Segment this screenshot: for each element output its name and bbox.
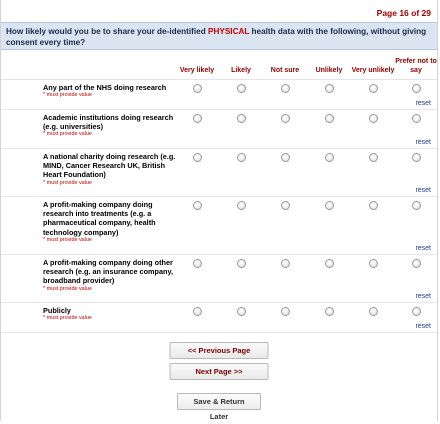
radio-likely[interactable] (237, 114, 246, 123)
radio-very-likely[interactable] (193, 84, 202, 93)
radio-not-sure[interactable] (281, 259, 290, 268)
matrix-row-profit-treatments (1, 197, 437, 255)
radio-unlikely[interactable] (325, 114, 334, 123)
column-header-not-sure: Not sure (270, 66, 300, 74)
column-header-unlikely: Unlikely (315, 66, 343, 74)
row-label (43, 200, 181, 244)
radio-prefer-not-to-say[interactable] (412, 153, 421, 162)
reset-link[interactable]: reset (415, 245, 431, 252)
radio-prefer-not-to-say[interactable] (412, 114, 421, 123)
row-label (43, 113, 181, 138)
question-text-end: health data with the following, without giving consent every time? (6, 27, 427, 47)
radio-very-likely[interactable] (193, 259, 202, 268)
radio-not-sure[interactable] (281, 153, 290, 162)
radio-not-sure[interactable] (281, 201, 290, 210)
row-label-text: Academic institutions doing research (e.g. universities) (43, 113, 174, 132)
row-label-text: A profit-making company doing other research (e.g. an insurance company, broadband provider) (43, 258, 174, 286)
radio-prefer-not-to-say[interactable] (412, 307, 421, 316)
required-note: * must provide value (43, 92, 92, 99)
reset-link[interactable]: reset (415, 139, 431, 146)
radio-very-likely[interactable] (193, 114, 202, 123)
radio-unlikely[interactable] (325, 307, 334, 316)
radio-very-likely[interactable] (193, 307, 202, 316)
row-label-text: Any part of the NHS doing research (43, 83, 167, 92)
matrix-row-profit-other (1, 255, 437, 303)
matrix-row-publicly (1, 303, 437, 333)
row-label-text: A profit-making company doing research into treatments (e.g. a pharmaceutical company, health technology company) (43, 200, 156, 237)
row-label (43, 152, 181, 187)
radio-likely[interactable] (237, 84, 246, 93)
row-label (43, 83, 181, 99)
next-page-button[interactable]: Next Page >> (170, 363, 269, 380)
required-note: * must provide value (43, 236, 92, 243)
matrix-header (1, 50, 437, 80)
radio-very-likely[interactable] (193, 201, 202, 210)
reset-link[interactable]: reset (415, 187, 431, 194)
matrix-row-academic (1, 110, 437, 149)
matrix-row-charity (1, 149, 437, 197)
column-header-prefer-not-to-say: Prefer not to say (395, 58, 437, 74)
save-and-return-later-button[interactable]: Save & Return Later (177, 393, 261, 410)
radio-prefer-not-to-say[interactable] (412, 201, 421, 210)
radio-very-unlikely[interactable] (369, 307, 378, 316)
page-indicator: Page 16 of 29 (376, 8, 431, 18)
column-header-likely: Likely (231, 66, 251, 74)
radio-unlikely[interactable] (325, 259, 334, 268)
reset-link[interactable]: reset (415, 100, 431, 107)
question-text (1, 22, 437, 50)
radio-very-unlikely[interactable] (369, 153, 378, 162)
column-header-very-unlikely: Very unlikely (351, 66, 395, 74)
radio-very-likely[interactable] (193, 153, 202, 162)
previous-page-button[interactable]: << Previous Page (170, 342, 269, 359)
radio-not-sure[interactable] (281, 307, 290, 316)
radio-unlikely[interactable] (325, 84, 334, 93)
column-header-very-likely: Very likely (179, 66, 215, 74)
radio-very-unlikely[interactable] (369, 114, 378, 123)
required-note: * must provide value (43, 285, 92, 292)
radio-prefer-not-to-say[interactable] (412, 259, 421, 268)
row-label-text: Publicly (43, 306, 71, 315)
row-label-text: A national charity doing research (e.g. MIND, Cancer Research UK, British Heart Foundation) (43, 152, 176, 180)
radio-very-unlikely[interactable] (369, 201, 378, 210)
radio-not-sure[interactable] (281, 84, 290, 93)
radio-very-unlikely[interactable] (369, 259, 378, 268)
radio-unlikely[interactable] (325, 153, 334, 162)
radio-unlikely[interactable] (325, 201, 334, 210)
required-note: * must provide value (43, 131, 92, 138)
row-label (43, 306, 181, 322)
radio-likely[interactable] (237, 259, 246, 268)
required-note: * must provide value (43, 315, 92, 322)
required-note: * must provide value (43, 179, 92, 186)
radio-likely[interactable] (237, 307, 246, 316)
question-text-start: How likely would you be to share your de-identified (6, 27, 208, 36)
radio-prefer-not-to-say[interactable] (412, 84, 421, 93)
radio-likely[interactable] (237, 201, 246, 210)
radio-very-unlikely[interactable] (369, 84, 378, 93)
row-label (43, 258, 181, 293)
matrix-row-nhs (1, 80, 437, 110)
radio-not-sure[interactable] (281, 114, 290, 123)
radio-likely[interactable] (237, 153, 246, 162)
question-highlight: PHYSICAL (208, 27, 250, 36)
reset-link[interactable]: reset (415, 323, 431, 330)
reset-link[interactable]: reset (415, 293, 431, 300)
